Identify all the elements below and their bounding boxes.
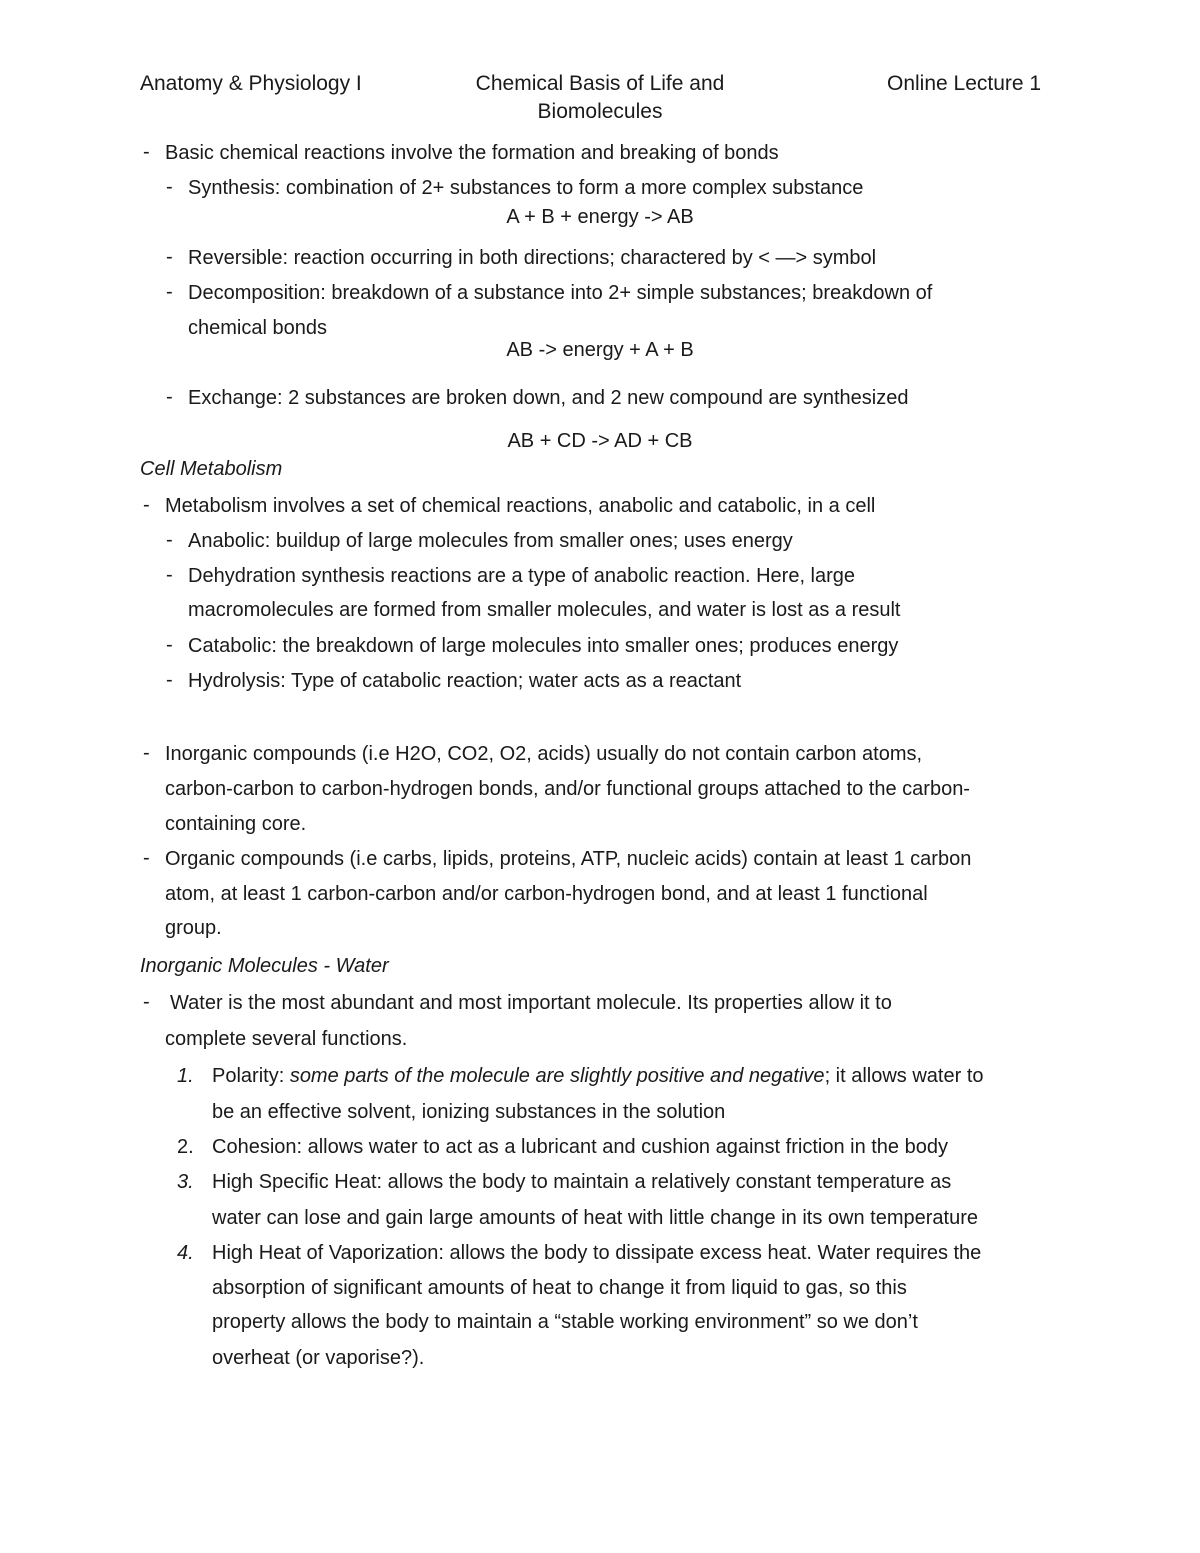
section-heading-cell-metabolism: Cell Metabolism <box>140 458 283 480</box>
polarity-line2: be an effective solvent, ionizing substances in the solution <box>212 1101 726 1123</box>
bullet-dash: - <box>166 246 173 268</box>
list-number-4: 4. <box>177 1242 194 1264</box>
specific-heat-line1: High Specific Heat: allows the body to maintain a relatively constant temperature as <box>212 1171 952 1193</box>
reversible-text: Reversible: reaction occurring in both directions; charactered by < —> symbol <box>188 247 877 269</box>
vaporization-line1: High Heat of Vaporization: allows the body to dissipate excess heat. Water requires the <box>212 1242 982 1264</box>
polarity-line1 <box>212 1064 984 1088</box>
decomposition-line2: chemical bonds <box>188 317 327 339</box>
anabolic-text: Anabolic: buildup of large molecules from smaller ones; uses energy <box>188 530 793 552</box>
dehydration-line1: Dehydration synthesis reactions are a type of anabolic reaction. Here, large <box>188 565 856 587</box>
catabolic-text: Catabolic: the breakdown of large molecules into smaller ones; produces energy <box>188 635 899 657</box>
hydrolysis-text: Hydrolysis: Type of catabolic reaction; water acts as a reactant <box>188 670 742 692</box>
header-lecture: Online Lecture 1 <box>887 72 1042 95</box>
synthesis-text: Synthesis: combination of 2+ substances to form a more complex substance <box>188 177 864 199</box>
synthesis-equation: A + B + energy -> AB <box>506 206 694 228</box>
polarity-italic: some parts of the molecule are slightly positive and negative <box>289 1065 825 1087</box>
cohesion-line1: Cohesion: allows water to act as a lubricant and cushion against friction in the body <box>212 1136 948 1158</box>
bullet-dash: - <box>143 494 150 516</box>
dehydration-line2: macromolecules are formed from smaller molecules, and water is lost as a result <box>188 599 901 621</box>
specific-heat-line2: water can lose and gain large amounts of heat with little change in its own temperature <box>212 1207 978 1229</box>
vaporization-line3: property allows the body to maintain a “stable working environment” so we don’t <box>212 1311 918 1333</box>
decomposition-equation: AB -> energy + A + B <box>506 339 694 361</box>
inorganic-line3: containing core. <box>165 813 307 835</box>
bullet-dash: - <box>166 634 173 656</box>
header-course: Anatomy & Physiology I <box>140 72 362 95</box>
bullet-dash: - <box>166 669 173 691</box>
exchange-equation: AB + CD -> AD + CB <box>507 430 693 452</box>
header-title-line2: Biomolecules <box>537 100 663 123</box>
list-number-2: 2. <box>177 1136 194 1158</box>
bullet-dash: - <box>143 742 150 764</box>
water-intro-line1: Water is the most abundant and most important molecule. Its properties allow it to <box>170 992 892 1014</box>
header-title-line1: Chemical Basis of Life and <box>475 72 725 95</box>
inorganic-line2: carbon-carbon to carbon-hydrogen bonds, and/or functional groups attached to the carbon- <box>165 778 970 800</box>
bullet-dash: - <box>166 176 173 198</box>
decomposition-line1: Decomposition: breakdown of a substance into 2+ simple substances; breakdown of <box>188 282 933 304</box>
organic-line3: group. <box>165 917 222 939</box>
organic-line2: atom, at least 1 carbon-carbon and/or carbon-hydrogen bond, and at least 1 functional <box>165 883 928 905</box>
vaporization-line4: overheat (or vaporise?). <box>212 1347 425 1369</box>
section-heading-water: Inorganic Molecules - Water <box>140 955 389 977</box>
bullet-dash: - <box>166 529 173 551</box>
water-intro-line2: complete several functions. <box>165 1028 408 1050</box>
bullet-dash: - <box>166 386 173 408</box>
bullet-dash: - <box>166 564 173 586</box>
bullet-dash: - <box>143 991 150 1013</box>
metabolism-intro: Metabolism involves a set of chemical reactions, anabolic and catabolic, in a cell <box>165 495 876 517</box>
organic-line1: Organic compounds (i.e carbs, lipids, proteins, ATP, nucleic acids) contain at least 1 carbon <box>165 848 972 870</box>
polarity-label: Polarity: <box>212 1065 290 1087</box>
list-number-3: 3. <box>177 1171 194 1193</box>
exchange-text: Exchange: 2 substances are broken down, and 2 new compound are synthesized <box>188 387 909 409</box>
bullet-dash: - <box>143 847 150 869</box>
inorganic-line1: Inorganic compounds (i.e H2O, CO2, O2, acids) usually do not contain carbon atoms, <box>165 743 923 765</box>
bullet-dash: - <box>143 141 150 163</box>
reactions-intro: Basic chemical reactions involve the formation and breaking of bonds <box>165 142 779 164</box>
vaporization-line2: absorption of significant amounts of heat to change it from liquid to gas, so this <box>212 1277 907 1299</box>
list-number-1: 1. <box>177 1065 194 1087</box>
bullet-dash: - <box>166 281 173 303</box>
polarity-rest: ; it allows water to <box>824 1065 984 1087</box>
